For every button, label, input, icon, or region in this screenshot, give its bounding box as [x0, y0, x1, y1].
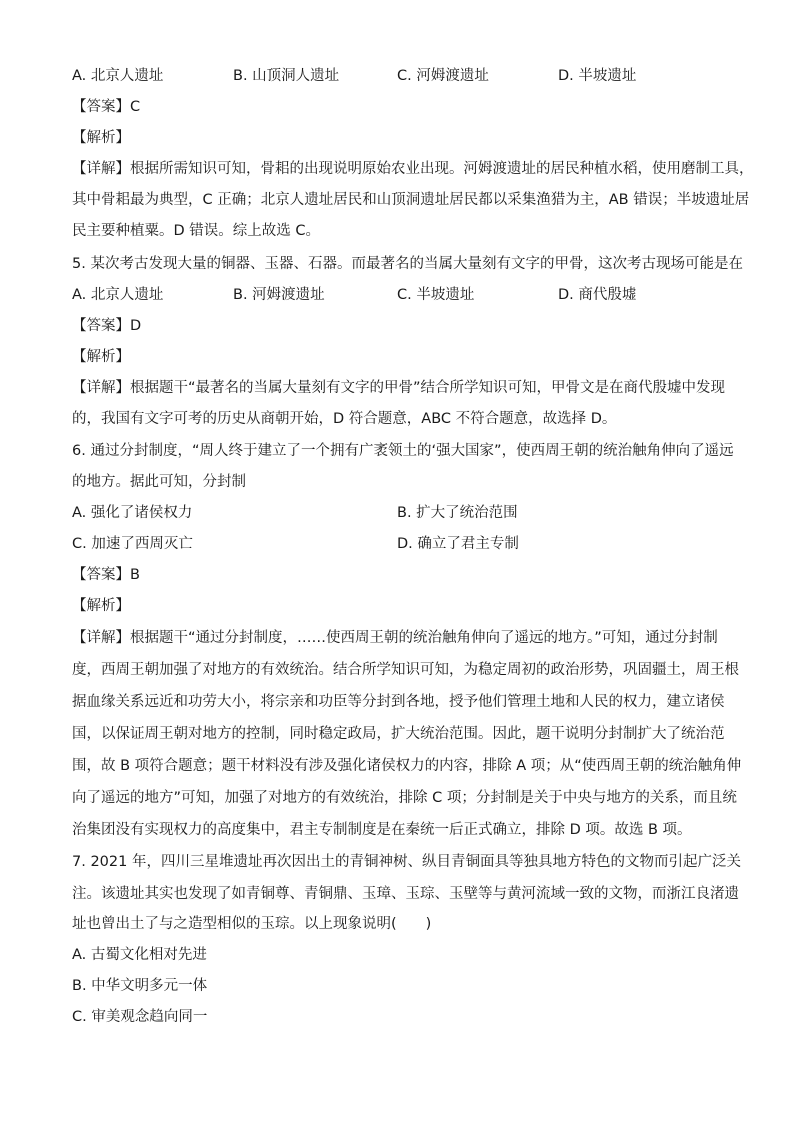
q6-stem-line: 6. 通过分封制度，“周人终于建立了一个拥有广袤领土的‘强大国家”，使西周王朝的统治触角伸向了遥远: [72, 443, 734, 459]
q5-stem: 5. 某次考古发现大量的铜器、玉器、石器。而最著名的当属大量刻有文字的甲骨，这次考古现场可能是在: [72, 256, 743, 272]
q5-detail-line: 【详解】根据题干“最著名的当属大量刻有文字的甲骨”结合所学知识可知，甲骨文是在商代殷墟中发现: [72, 380, 726, 396]
q7-stem-line: 注。该遗址其实也发现了如青铜尊、青铜鼎、玉璋、玉琮、玉壁等与黄河流域一致的文物，而浙江良渚遗: [72, 886, 739, 902]
q7-stem-line: 址也曾出土了与之造型相似的玉琮。以上现象说明( ): [72, 916, 432, 932]
q5-answer: 【答案】D: [72, 318, 142, 334]
q5-option-a: A. 北京人遗址: [72, 287, 164, 303]
q7-option-b: B. 中华文明多元一体: [72, 978, 208, 994]
q5-option-c: C. 半坡遗址: [397, 287, 475, 303]
q5-option-b: B. 河姆渡遗址: [233, 287, 325, 303]
q4-detail-line: 【详解】根据所需知识可知，骨耜的出现说明原始农业出现。河姆渡遗址的居民种植水稻，使用磨制工具，: [72, 161, 754, 177]
q4-detail-line: 其中骨耜最为典型，C 正确；北京人遗址居民和山顶洞遗址居民都以采集渔猎为主，AB 错误；半坡遗址居: [72, 192, 750, 208]
q6-option-b: B. 扩大了统治范围: [397, 505, 518, 521]
q7-option-a: A. 古蜀文化相对先进: [72, 947, 207, 963]
q4-option-a: A. 北京人遗址: [72, 68, 164, 84]
q6-option-a: A. 强化了诸侯权力: [72, 505, 193, 521]
q5-analysis-label: 【解析】: [72, 349, 130, 365]
q6-option-d: D. 确立了君主专制: [397, 536, 519, 552]
q6-detail-line: 国，以保证周王朝对地方的控制，同时稳定政局，扩大统治范围。因此，题干说明分封制扩大了统治范: [72, 726, 725, 742]
q6-stem-line: 的地方。据此可知，分封制: [72, 474, 246, 490]
q6-detail-line: 向了遥远的地方”可知，加强了对地方的有效统治，排除 C 项；分封制是关于中央与地方的关系，而且统: [72, 790, 737, 806]
q5-option-d: D. 商代殷墟: [558, 287, 637, 303]
q6-detail-line: 【详解】根据题干“通过分封制度，……使西周王朝的统治触角伸向了遥远的地方。”可知，通过分封制: [72, 630, 718, 646]
q4-analysis-label: 【解析】: [72, 130, 130, 146]
q6-detail-line: 治集团没有实现权力的高度集中，君主专制制度是在秦统一后正式确立，排除 D 项。故选 B 项。: [72, 822, 692, 838]
q4-option-b: B. 山顶洞人遗址: [233, 68, 340, 84]
q6-answer: 【答案】B: [72, 567, 140, 583]
q7-option-c: C. 审美观念趋向同一: [72, 1009, 208, 1025]
q4-answer: 【答案】C: [72, 99, 141, 115]
q4-detail-line: 民主要种植粟。D 错误。综上故选 C。: [72, 223, 321, 239]
q6-detail-line: 围，故 B 项符合题意；题干材料没有涉及强化诸侯权力的内容，排除 A 项；从“使西周王朝的统治触角伸: [72, 758, 742, 774]
q6-analysis-label: 【解析】: [72, 598, 130, 614]
q4-option-d: D. 半坡遗址: [558, 68, 637, 84]
q6-option-c: C. 加速了西周灭亡: [72, 536, 193, 552]
q6-detail-line: 度，西周王朝加强了对地方的有效统治。结合所学知识可知，为稳定周初的政治形势，巩固疆土，周王根: [72, 662, 739, 678]
q6-detail-line: 据血缘关系远近和功劳大小，将宗亲和功臣等分封到各地，授予他们管理土地和人民的权力，建立诸侯: [72, 694, 725, 710]
q4-option-c: C. 河姆渡遗址: [397, 68, 489, 84]
q7-stem-line: 7. 2021 年，四川三星堆遗址再次因出土的青铜神树、纵目青铜面具等独具地方特色的文物而引起广泛关: [72, 854, 741, 870]
q5-detail-line: 的，我国有文字可考的历史从商朝开始，D 符合题意，ABC 不符合题意，故选择 D。: [72, 411, 617, 427]
